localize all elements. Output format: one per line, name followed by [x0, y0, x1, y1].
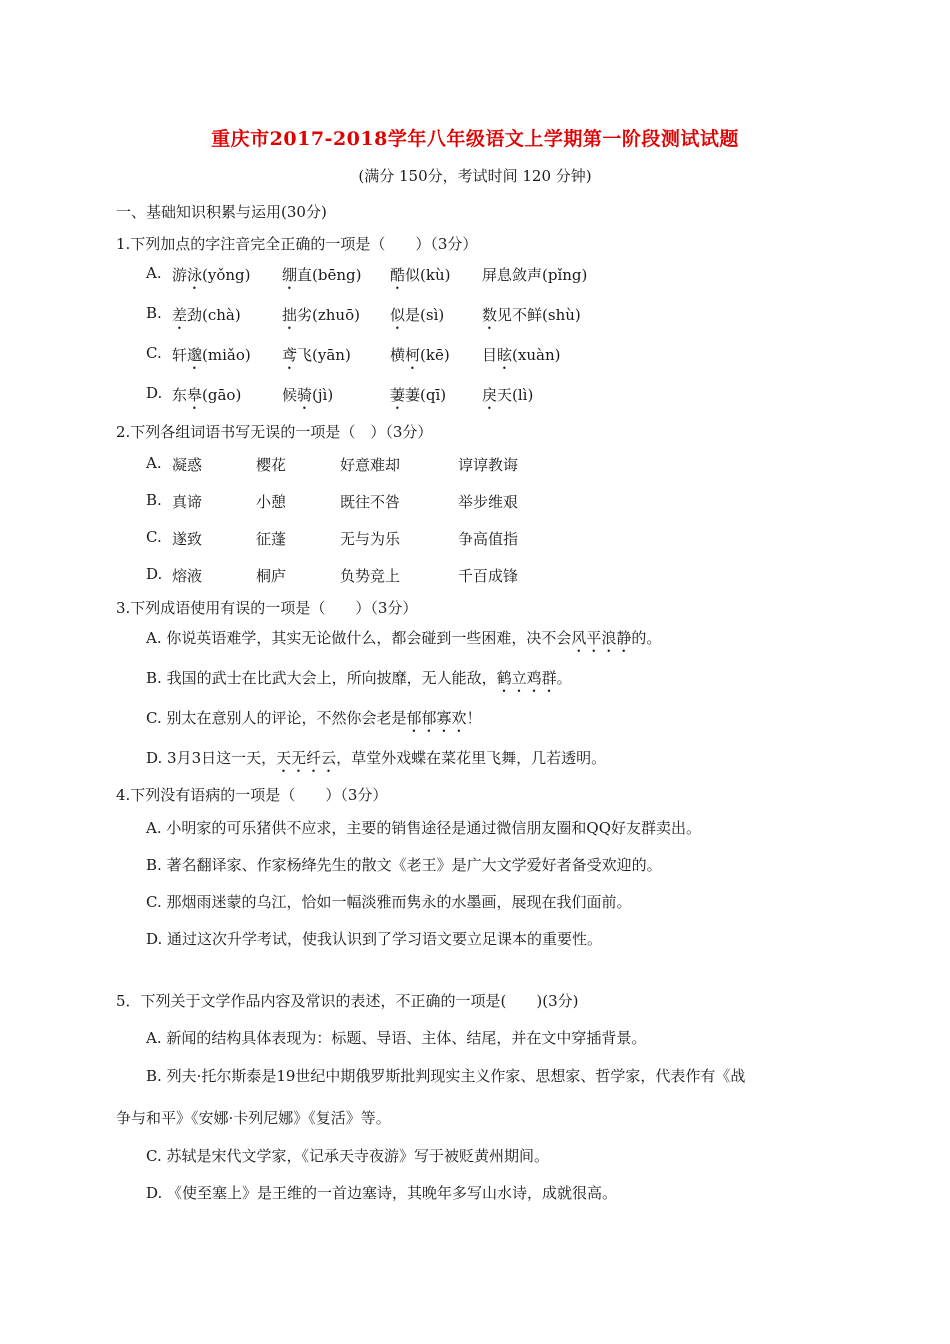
option-label: B. [146, 304, 162, 322]
option-label: C. [146, 1147, 162, 1165]
q1b-word3: 似是(sì) [390, 306, 445, 324]
dotted-idiom: 风平浪静 [571, 629, 632, 647]
q1d-word2: 候骑(jì) [282, 386, 334, 404]
option-label: B. [146, 856, 162, 874]
q1c-word3: 横柯(kē) [390, 346, 450, 364]
q1a-word3: 酷似(kù) [390, 266, 451, 284]
q3-option-d: D. 3月3日这一天，天无纤云，草堂外戏蝶在菜花里飞舞，几若透明。 [146, 749, 607, 767]
q1a-word4: 屏息敛声(pǐng) [482, 266, 588, 284]
option-label: A. [146, 264, 162, 282]
q4-option-a [146, 817, 701, 838]
option-label: A. [146, 454, 162, 472]
q1b-word2: 拙劣(zhuō) [282, 306, 360, 324]
option-text: 列夫·托尔斯泰是19世纪中期俄罗斯批判现实主义作家、思想家、哲学家，代表作有《战 [166, 1067, 746, 1085]
q1c-word4: 目眩(xuàn) [482, 346, 561, 364]
option-text: 《使至塞上》是王维的一首边塞诗，其晚年多写山水诗，成就很高。 [167, 1184, 618, 1202]
q1a-word1: 游泳(yǒng) [172, 266, 251, 284]
q2a-word4: 谆谆教诲 [458, 456, 519, 474]
question-4-stem: 4.下列没有语病的一项是（ ）（3分） [116, 786, 388, 804]
option-label: D. [146, 930, 163, 948]
q2b-word3: 既往不咎 [340, 493, 401, 511]
option-label: D. [146, 1184, 163, 1202]
option-label: A. [146, 819, 162, 837]
q2c-word1: 遂致 [172, 530, 203, 548]
q1b-word1: 差劲(chà) [172, 306, 241, 324]
q2a-word3: 好意难却 [340, 456, 401, 474]
option-text: 苏轼是宋代文学家，《记承天寺夜游》写于被贬黄州期间。 [166, 1147, 550, 1165]
q1c-word1: 轩邈(miǎo) [172, 346, 251, 364]
q5-option-b [146, 1065, 745, 1086]
document-subtitle: (满分 150分，考试时间 120 分钟) [358, 167, 592, 185]
q1c-word2: 鸢飞(yān) [282, 346, 351, 364]
option-text: 小明家的可乐猪供不应求，主要的销售途径是通过微信朋友圈和QQ好友群卖出。 [166, 819, 701, 837]
dotted-idiom: 天无纤云 [276, 749, 337, 767]
q2c-word2: 征蓬 [256, 530, 287, 548]
q2a-word2: 樱花 [256, 456, 287, 474]
dotted-idiom: 郁郁寡欢 [406, 709, 467, 727]
q2c-word4: 争高值指 [458, 530, 519, 548]
option-label: A. [146, 629, 162, 647]
option-label: D. [146, 384, 163, 402]
q2b-word4: 举步维艰 [458, 493, 519, 511]
q1d-word3: 萋萋(qī) [390, 386, 447, 404]
question-5-stem: 5．下列关于文学作品内容及常识的表述，不正确的一项是( )(3分) [116, 992, 579, 1010]
q2b-word1: 真谛 [172, 493, 203, 511]
option-text: 著名翻译家、作家杨绛先生的散文《老王》是广大文学爱好者备受欢迎的。 [166, 856, 662, 874]
q3-option-c: C. 别太在意别人的评论，不然你会老是郁郁寡欢！ [146, 709, 482, 727]
option-label: B. [146, 669, 162, 687]
option-label: B. [146, 491, 162, 509]
option-label: C. [146, 709, 162, 727]
section-heading: 一、基础知识积累与运用(30分) [116, 203, 327, 221]
option-label: C. [146, 893, 162, 911]
q5-option-d [146, 1182, 617, 1203]
dotted-idiom: 鹤立鸡群 [496, 669, 557, 687]
q2a-word1: 凝惑 [172, 456, 203, 474]
q5-option-b-continued: 争与和平》《安娜·卡列尼娜》《复活》等。 [116, 1109, 391, 1127]
option-label: D. [146, 565, 163, 583]
q4-option-b [146, 854, 662, 875]
q1b-word4: 数见不鲜(shù) [482, 306, 581, 324]
document-title: 重庆市2017-2018学年八年级语文上学期第一阶段测试试题 [211, 128, 739, 150]
option-text: 通过这次升学考试，使我认识到了学习语文要立足课本的重要性。 [167, 930, 603, 948]
q4-option-d [146, 928, 602, 949]
q2d-word1: 熔液 [172, 567, 203, 585]
question-1-stem: 1.下列加点的字注音完全正确的一项是（ ）（3分） [116, 235, 478, 253]
option-label: C. [146, 344, 162, 362]
question-3-stem: 3.下列成语使用有误的一项是（ ）（3分） [116, 599, 418, 617]
q3-option-a: A. 你说英语难学，其实无论做什么，都会碰到一些困难，决不会风平浪静的。 [146, 629, 662, 647]
option-label: D. [146, 749, 163, 767]
option-text: 那烟雨迷蒙的乌江，恰如一幅淡雅而隽永的水墨画，展现在我们面前。 [166, 893, 632, 911]
q1d-word4: 戾天(lì) [482, 386, 534, 404]
q1d-word1: 东皋(gāo) [172, 386, 242, 404]
option-label: A. [146, 1029, 162, 1047]
q1a-word2: 绷直(bēng) [282, 266, 362, 284]
q3-option-b: B. 我国的武士在比武大会上，所向披靡，无人能敌，鹤立鸡群。 [146, 669, 572, 687]
q2d-word4: 千百成锋 [458, 567, 519, 585]
q2c-word3: 无与为乐 [340, 530, 401, 548]
q2b-word2: 小憩 [256, 493, 287, 511]
q5-option-a [146, 1027, 646, 1048]
option-label: B. [146, 1067, 162, 1085]
q2d-word3: 负势竞上 [340, 567, 401, 585]
option-label: C. [146, 528, 162, 546]
question-2-stem: 2.下列各组词语书写无误的一项是（ ）（3分） [116, 423, 433, 441]
q2d-word2: 桐庐 [256, 567, 287, 585]
q4-option-c [146, 891, 632, 912]
option-text: 新闻的结构具体表现为：标题、导语、主体、结尾，并在文中穿插背景。 [166, 1029, 647, 1047]
q5-option-c [146, 1145, 549, 1166]
